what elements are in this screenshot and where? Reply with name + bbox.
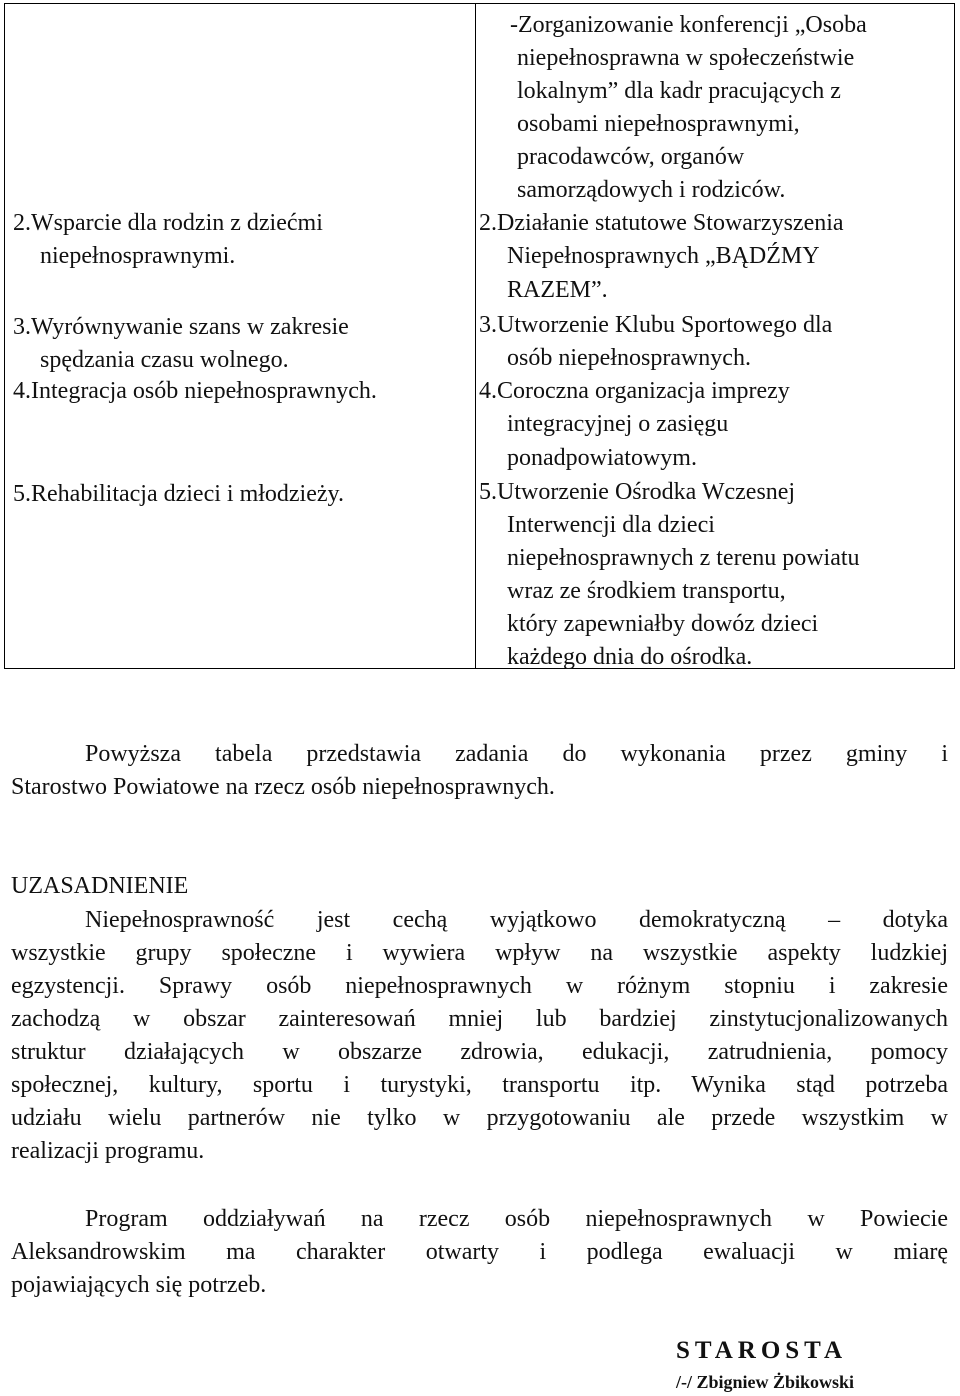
right-line: Interwencji dla dzieci <box>507 512 715 538</box>
paragraph-line: społecznej, kultury, sportu i turystyki, transportu itp. Wynika stąd potrzeba <box>11 1072 948 1098</box>
right-line: osobami niepełnosprawnymi, <box>517 111 800 137</box>
paragraph-line: Starostwo Powiatowe na rzecz osób niepełnosprawnych. <box>11 774 555 800</box>
right-line: pracodawców, organów <box>517 144 745 170</box>
paragraph-line: udziału wielu partnerów nie tylko w przygotowaniu ale przede wszystkim w <box>11 1105 948 1131</box>
left-item-2-line1: 2.Wsparcie dla rodzin z dziećmi <box>13 210 323 236</box>
right-line: który zapewniałby dowóz dzieci <box>507 611 819 637</box>
paragraph-line: Program oddziaływań na rzecz osób niepełnosprawnych w Powiecie <box>85 1206 948 1232</box>
right-line: Niepełnosprawnych „BĄDŹMY <box>507 243 820 269</box>
signature-title: STAROSTA <box>676 1337 848 1364</box>
right-line: 2.Działanie statutowe Stowarzyszenia <box>479 210 844 236</box>
program-paragraph <box>11 1203 948 1302</box>
right-line: 5.Utworzenie Ośrodka Wczesnej <box>479 479 796 505</box>
right-line: wraz ze środkiem transportu, <box>507 578 786 604</box>
right-line: 3.Utworzenie Klubu Sportowego dla <box>479 312 833 338</box>
left-item-3-line1: 3.Wyrównywanie szans w zakresie <box>13 314 349 340</box>
right-line: lokalnym” dla kadr pracujących z <box>517 78 841 104</box>
right-line: niepełnosprawna w społeczeństwie <box>517 45 855 71</box>
paragraph-line: pojawiających się potrzeb. <box>11 1272 267 1298</box>
signature-name: /-/ Zbigniew Żbikowski <box>676 1372 855 1392</box>
left-item-5-line1: 5.Rehabilitacja dzieci i młodzieży. <box>13 481 344 507</box>
right-line: osób niepełnosprawnych. <box>507 345 751 371</box>
right-line: integracyjnej o zasięgu <box>507 411 729 437</box>
section-heading: UZASADNIENIE <box>11 873 189 899</box>
paragraph-line: Powyższa tabela przedstawia zadania do wykonania przez gminy i <box>85 741 948 767</box>
paragraph-line: Niepełnosprawność jest cechą wyjątkowo demokratyczną – dotyka <box>85 907 948 933</box>
paragraph-line: Aleksandrowskim ma charakter otwarty i podlega ewaluacji w miarę <box>11 1239 948 1265</box>
right-line: samorządowych i rodziców. <box>517 177 786 203</box>
paragraph-line: egzystencji. Sprawy osób niepełnosprawnych w różnym stopniu i zakresie <box>11 973 948 999</box>
right-line: niepełnosprawnych z terenu powiatu <box>507 545 860 571</box>
justification-paragraph <box>11 904 948 1168</box>
paragraph-line: realizacji programu. <box>11 1138 205 1164</box>
left-item-3-line2: spędzania czasu wolnego. <box>40 347 289 373</box>
right-line: ponadpowiatowym. <box>507 445 697 471</box>
tasks-table <box>4 3 955 669</box>
summary-paragraph <box>11 738 948 804</box>
paragraph-line: zachodzą w obszar zainteresowań mniej lub bardziej zinstytucjonalizowanych <box>11 1006 948 1032</box>
right-line: każdego dnia do ośrodka. <box>507 644 753 670</box>
left-item-2-line2: niepełnosprawnymi. <box>40 243 236 269</box>
right-line: RAZEM”. <box>507 277 608 303</box>
table-column-divider <box>475 4 476 668</box>
left-item-4-line1: 4.Integracja osób niepełnosprawnych. <box>13 378 377 404</box>
right-line: -Zorganizowanie konferencji „Osoba <box>510 12 867 38</box>
right-line: 4.Coroczna organizacja imprezy <box>479 378 790 404</box>
paragraph-line: struktur działających w obszarze zdrowia, edukacji, zatrudnienia, pomocy <box>11 1039 948 1065</box>
paragraph-line: wszystkie grupy społeczne i wywiera wpływ na wszystkie aspekty ludzkiej <box>11 940 948 966</box>
